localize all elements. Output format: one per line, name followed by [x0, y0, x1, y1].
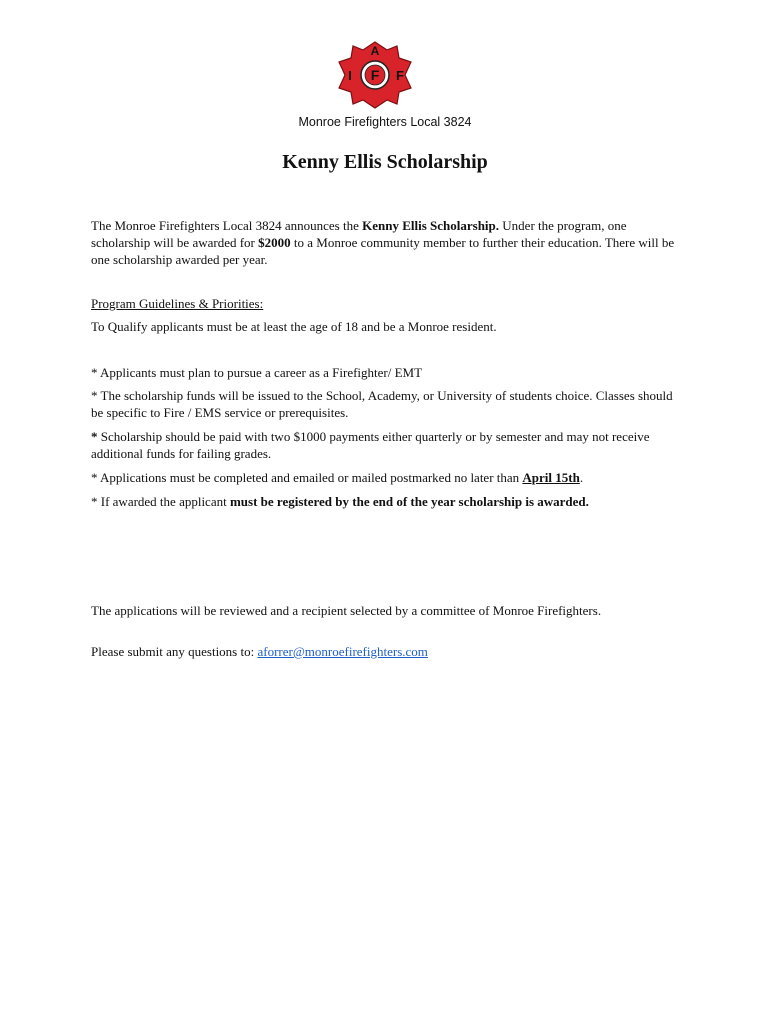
logo-letter-right: F: [396, 68, 404, 83]
guideline-text: * Applications must be completed and emailed or mailed postmarked no later than: [91, 470, 523, 485]
guideline-text: Scholarship should be paid with two $1000 payments either quarterly or by semester and may not receive additional funds for failing grades.: [91, 429, 650, 461]
intro-text-2: Under the program, one scholarship will be awarded for: [91, 218, 627, 250]
org-name: Monroe Firefighters Local 3824: [298, 115, 472, 129]
logo-letter-top: A: [370, 44, 380, 58]
intro-text-3: to a Monroe community member to further their education. There will be one scholarship awarded per year.: [91, 235, 675, 267]
guideline-item: * Applicants must plan to pursue a career as a Firefighter/ EMT: [91, 365, 423, 380]
guideline-item: * The scholarship funds will be issued to the School, Academy, or University of students choice. Classes should be specific to Fire / EMS service or prerequisites.: [91, 388, 673, 420]
intro-text-1: The Monroe Firefighters Local 3824 announces the: [91, 218, 363, 233]
guideline-text-end: .: [579, 470, 584, 485]
bullet-star: *: [91, 429, 98, 444]
scholarship-name: Kenny Ellis Scholarship.: [362, 218, 500, 233]
iaff-logo: [337, 40, 413, 110]
logo-letter-center: F: [370, 67, 380, 83]
guideline-item: [91, 493, 681, 510]
logo-letter-left: I: [348, 68, 352, 83]
qualify-text: To Qualify applicants must be at least the age of 18 and be a Monroe resident.: [91, 319, 497, 334]
review-text: The applications will be reviewed and a recipient selected by a committee of Monroe Firefighters.: [91, 603, 602, 618]
guideline-item: [91, 428, 681, 462]
deadline-date: April 15th: [522, 470, 580, 485]
registration-requirement: must be registered by the end of the year scholarship is awarded.: [229, 494, 589, 509]
intro-paragraph: [91, 217, 681, 268]
guidelines-heading: Program Guidelines & Priorities:: [91, 296, 264, 311]
guideline-text: * If awarded the applicant: [91, 494, 230, 509]
questions-label: Please submit any questions to:: [91, 644, 258, 659]
guidelines-list: [91, 364, 681, 517]
page-title: Kenny Ellis Scholarship: [282, 151, 488, 173]
contact-email-link[interactable]: aforrer@monroefirefighters.com: [257, 644, 428, 659]
questions-line: [91, 643, 681, 660]
guideline-item: [91, 469, 681, 486]
scholarship-amount: $2000: [258, 235, 291, 250]
